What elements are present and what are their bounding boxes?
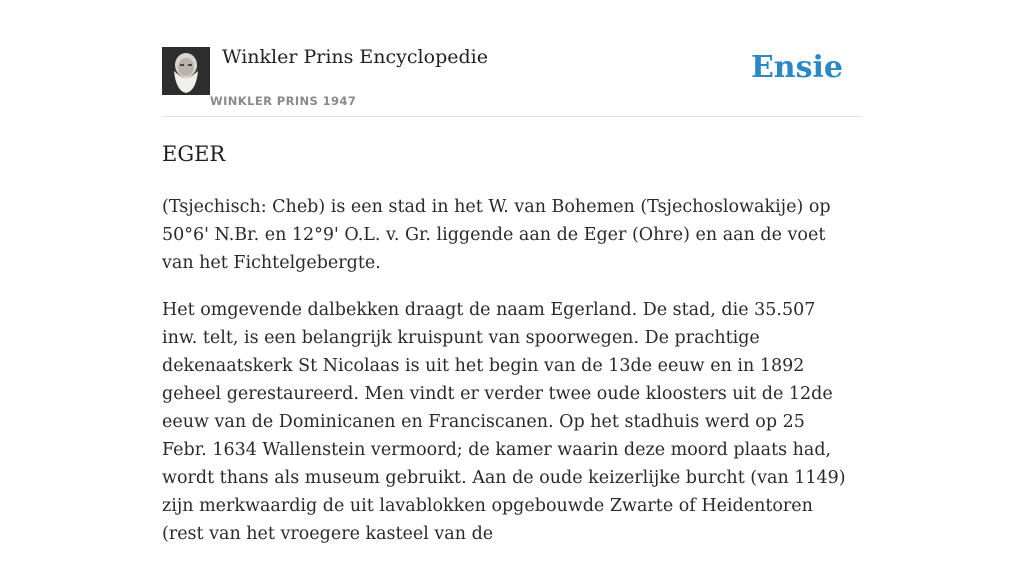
site-header xyxy=(162,44,862,117)
author-avatar[interactable] xyxy=(162,47,210,95)
article-body xyxy=(162,193,852,567)
brand-logo[interactable]: Ensie xyxy=(750,50,843,85)
article-title: EGER xyxy=(162,142,226,166)
article-paragraph: Het omgevende dalbekken draagt de naam Egerland. De stad, die 35.507 inw. telt, is een belangrijk kruispunt van spoorwegen. De prachtige dekenaatskerk St Nicolaas is uit het begin van de 13de eeuw en in 1892 geheel gerestaureerd. Men vindt er verder twee oude kloosters uit de 12de eeuw van de Dominicanen en Franciscanen. Op het stadhuis werd op 25 Febr. 1634 Wallenstein vermoord; de kamer waarin deze moord plaats had, wordt thans als museum gebruikt. Aan de oude keizerlijke burcht (van 1149) zijn merkwaardig de uit lavablokken opgebouwde Zwarte of Heidentoren (rest van het vroegere kasteel van de xyxy=(162,300,846,544)
article-paragraph: (Tsjechisch: Cheb) is een stad in het W. van Bohemen (Tsjechoslowakije) op 50°6' N.Br. en 12°9' O.L. v. Gr. liggende aan de Eger (Ohre) en aan de voet van het Fichtelgebergte. xyxy=(162,197,831,273)
site-name[interactable]: Winkler Prins Encyclopedie xyxy=(222,46,488,68)
bearded-man-portrait-icon xyxy=(162,47,210,95)
edition-label[interactable]: WINKLER PRINS 1947 xyxy=(210,94,357,108)
